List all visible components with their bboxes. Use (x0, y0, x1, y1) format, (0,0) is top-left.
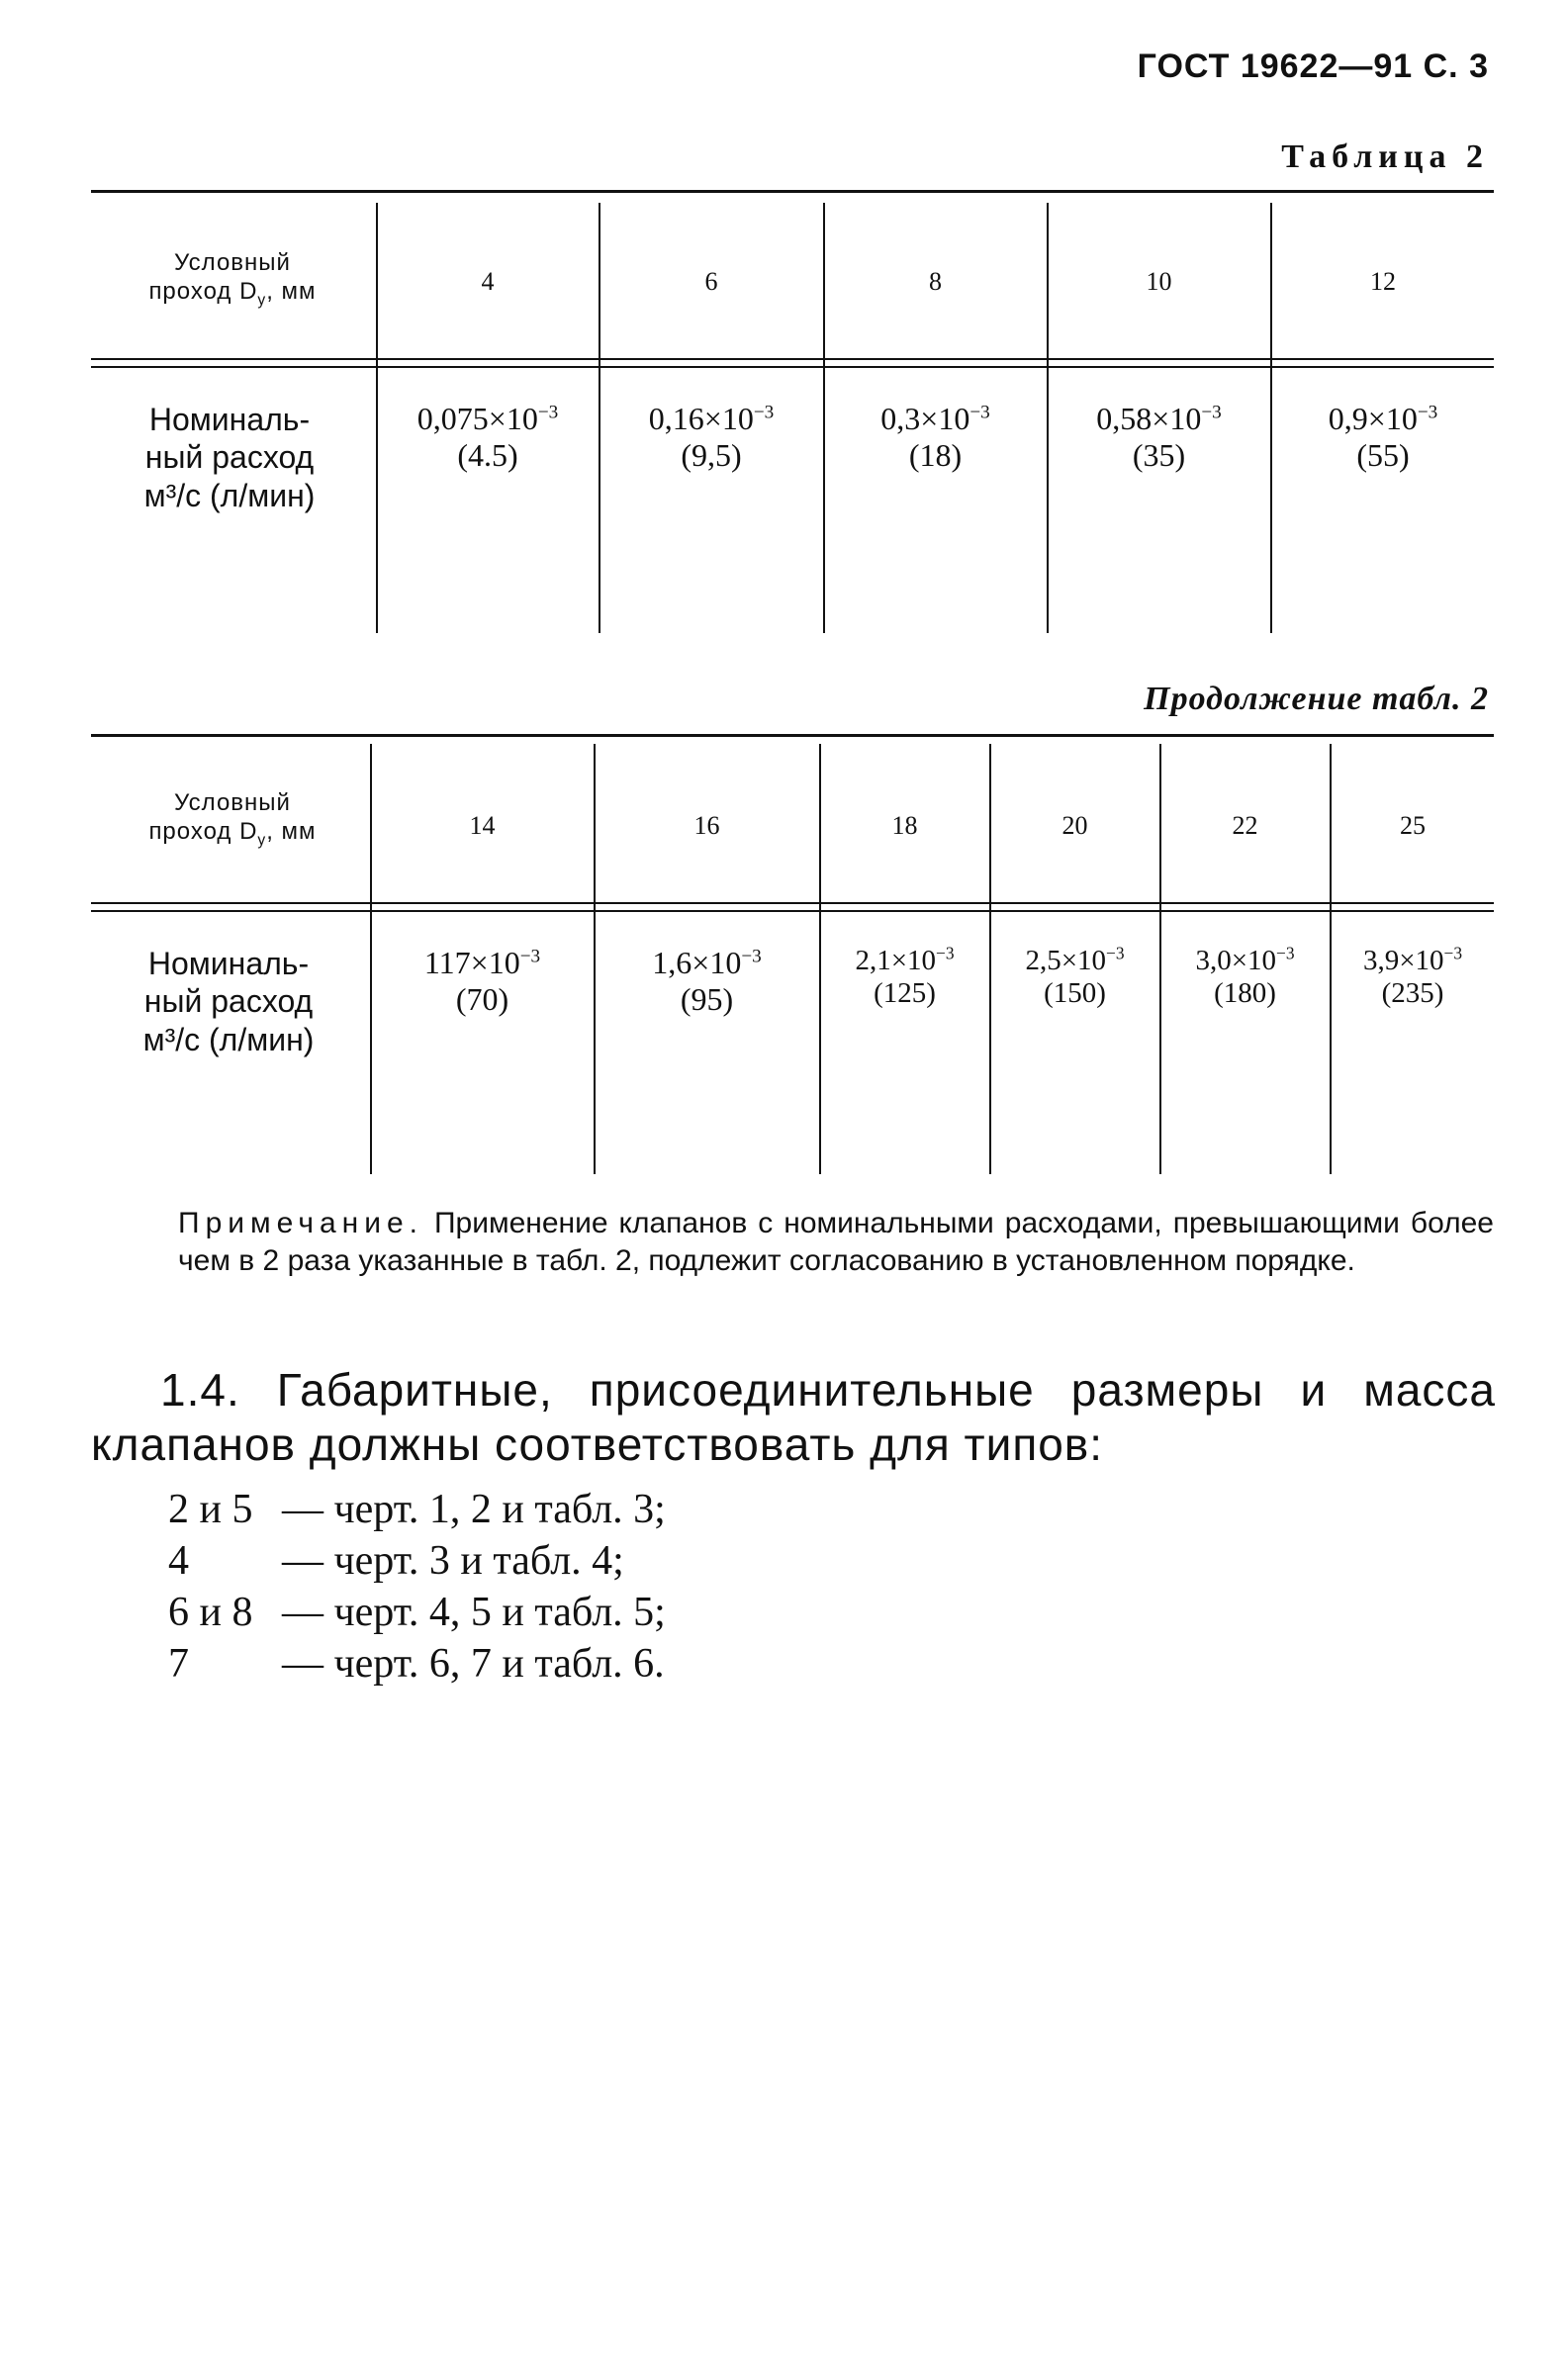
header-rule (91, 902, 1494, 904)
dn-cell (372, 791, 593, 861)
list-item (168, 1486, 1059, 1537)
value-row-label-line: Номиналь- (147, 946, 310, 981)
row-header-unit: , мм (266, 817, 317, 845)
table-note (178, 1205, 1494, 1279)
flow-mantissa: 0,3×10 (880, 401, 970, 436)
dn-value: 18 (891, 811, 918, 841)
flow-value-cell (991, 945, 1158, 1011)
flow-mantissa: 1,6×10 (652, 945, 742, 980)
row-header-line: Условный (174, 249, 291, 276)
flow-mantissa: 0,075×10 (416, 401, 538, 436)
row-header-line (99, 278, 366, 311)
row-header-unit: , мм (266, 277, 317, 305)
dn-cell (1332, 791, 1494, 861)
list-item-types: 4 (168, 1538, 189, 1584)
section-1-4-text: 1.4. Габаритные, присоединительные размеры и масса клапанов должны соответствовать для типов: (91, 1364, 1496, 1471)
flow-exponent: −3 (1417, 402, 1438, 423)
dn-value: 14 (469, 811, 496, 841)
row-header-sub: у (257, 831, 267, 849)
list-item-ref: — черт. 6, 7 и табл. 6. (282, 1641, 665, 1687)
row-header-text: проход D (148, 817, 258, 845)
dn-cell (378, 247, 598, 317)
value-row-label-line: ный расход (143, 983, 314, 1020)
list-item-ref: — черт. 3 и табл. 4; (282, 1538, 624, 1584)
header-rule (91, 910, 1494, 912)
row-header-label (99, 789, 366, 850)
flow-exponent: −3 (969, 402, 990, 423)
header-rule (91, 366, 1494, 368)
dn-value: 12 (1370, 267, 1396, 297)
page-header: ГОСТ 19622—91 С. 3 (1137, 47, 1489, 85)
flow-lpm: (70) (455, 980, 509, 1017)
dn-value: 20 (1061, 811, 1088, 841)
flow-value-cell (821, 945, 988, 1011)
dn-cell (1161, 791, 1329, 861)
flow-value-cell (1049, 401, 1269, 474)
dn-value: 6 (704, 267, 718, 297)
row-header-line (99, 818, 366, 851)
flow-mantissa: 3,9×10 (1362, 945, 1444, 976)
flow-mantissa: 117×10 (423, 945, 520, 980)
table-caption: Таблица 2 (1281, 138, 1489, 175)
flow-exponent: −3 (753, 402, 775, 423)
flow-exponent: −3 (1443, 943, 1463, 963)
dn-cell (600, 247, 822, 317)
flow-lpm: (9,5) (681, 436, 742, 473)
flow-value-cell (378, 401, 598, 474)
table-continuation-caption: Продолжение табл. 2 (1144, 681, 1489, 717)
flow-mantissa: 0,9×10 (1328, 401, 1418, 436)
flow-lpm: (18) (908, 436, 963, 473)
dn-cell (821, 791, 988, 861)
dn-value: 4 (481, 267, 495, 297)
dn-value: 25 (1400, 811, 1426, 841)
flow-exponent: −3 (1201, 402, 1222, 423)
flow-mantissa: 2,5×10 (1025, 945, 1107, 976)
flow-value-cell (600, 401, 822, 474)
flow-value-cell (596, 945, 818, 1018)
dn-value: 10 (1146, 267, 1172, 297)
flow-exponent: −3 (1106, 943, 1125, 963)
flow-exponent: −3 (519, 946, 541, 967)
flow-lpm: (180) (1214, 977, 1276, 1010)
note-text: Применение клапанов с номинальными расходами, превышающими более чем в 2 раза указанные в табл. 2, подлежит согласованию в установленном порядке. (178, 1207, 1494, 1277)
table-top-rule (91, 190, 1494, 193)
value-row-label (91, 945, 366, 1058)
dn-cell (1272, 247, 1494, 317)
dn-cell (596, 791, 818, 861)
flow-lpm: (95) (680, 980, 734, 1017)
flow-mantissa: 3,0×10 (1195, 945, 1277, 976)
flow-value-cell (1272, 401, 1494, 474)
flow-lpm: (235) (1381, 977, 1444, 1010)
value-row-label (91, 401, 368, 514)
flow-mantissa: 0,16×10 (648, 401, 754, 436)
list-item-ref: — черт. 1, 2 и табл. 3; (282, 1487, 666, 1532)
dn-value: 16 (693, 811, 720, 841)
value-row-label-line: м³/с (л/мин) (143, 477, 316, 513)
flow-value-cell (1161, 945, 1329, 1011)
type-reference-list (168, 1486, 1059, 1691)
dn-value: 22 (1232, 811, 1258, 841)
flow-mantissa: 2,1×10 (855, 945, 937, 976)
header-rule (91, 358, 1494, 360)
value-row-label-line: м³/с (л/мин) (142, 1021, 315, 1057)
flow-value-cell (825, 401, 1046, 474)
flow-exponent: −3 (936, 943, 955, 963)
flow-exponent: −3 (537, 402, 559, 423)
dn-cell (991, 791, 1158, 861)
flow-exponent: −3 (1276, 943, 1295, 963)
flow-lpm: (125) (874, 977, 936, 1010)
dn-cell (1049, 247, 1269, 317)
dn-cell (825, 247, 1046, 317)
flow-value-cell (372, 945, 593, 1018)
table-top-rule (91, 734, 1494, 737)
row-header-line: Условный (174, 789, 291, 816)
list-item (168, 1589, 1059, 1640)
flow-value-cell (1332, 945, 1494, 1011)
flow-lpm: (4.5) (457, 436, 518, 473)
row-header-sub: у (257, 291, 267, 309)
flow-exponent: −3 (741, 946, 762, 967)
flow-mantissa: 0,58×10 (1096, 401, 1202, 436)
flow-lpm: (55) (1356, 436, 1410, 473)
row-header-text: проход D (148, 277, 258, 305)
list-item (168, 1640, 1059, 1691)
value-row-label-line: ный расход (144, 439, 315, 476)
flow-lpm: (150) (1044, 977, 1106, 1010)
dn-value: 8 (929, 267, 942, 297)
list-item-ref: — черт. 4, 5 и табл. 5; (282, 1590, 666, 1635)
list-item-types: 7 (168, 1641, 189, 1687)
list-item-types: 2 и 5 (168, 1487, 253, 1532)
row-header-label (99, 249, 366, 310)
flow-lpm: (35) (1132, 436, 1186, 473)
value-row-label-line: Номиналь- (148, 402, 311, 437)
list-item (168, 1537, 1059, 1589)
list-item-types: 6 и 8 (168, 1590, 253, 1635)
note-lead: Примечание. (178, 1207, 423, 1239)
